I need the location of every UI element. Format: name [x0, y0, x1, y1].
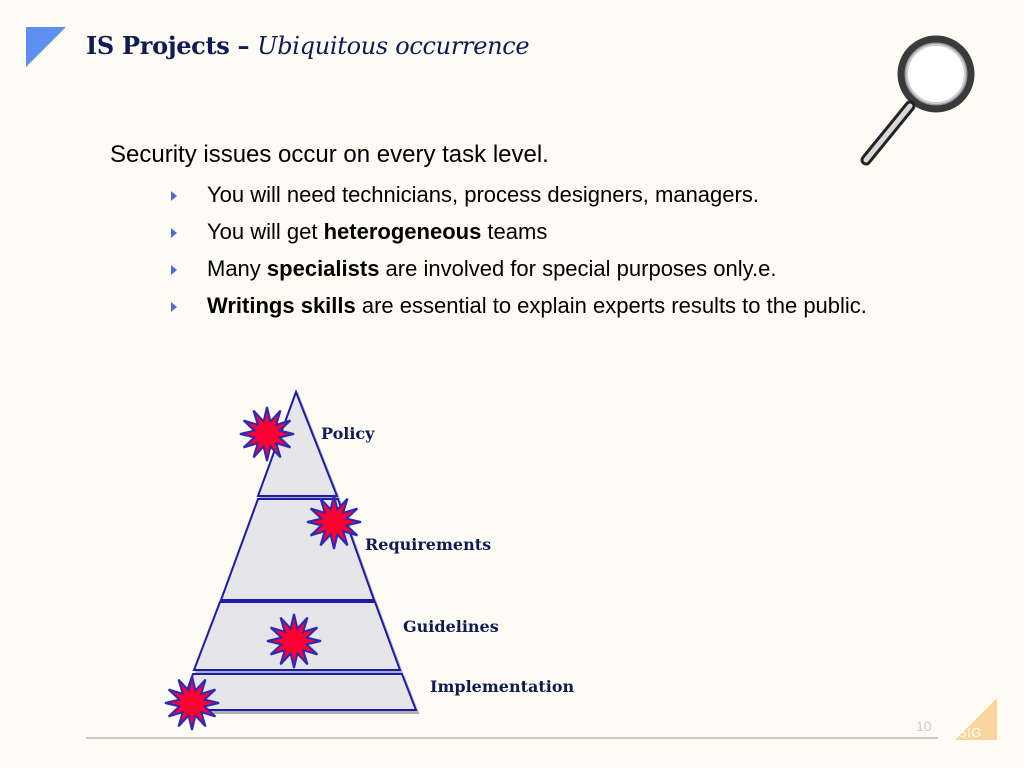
sub-bullet-text: are essential to explain experts results to the public.: [355, 293, 867, 318]
level-label-guidelines: Guidelines: [403, 617, 499, 636]
title-dash: –: [229, 31, 258, 60]
sub-bullet-text: You will get: [207, 219, 324, 244]
sub-bullet-text: teams: [481, 219, 548, 244]
footer-divider: [86, 737, 938, 739]
sub-bullet-text: are involved for special purposes only.e.: [379, 256, 777, 281]
title-subtitle: Ubiquitous occurrence: [257, 32, 530, 60]
sub-bullet-text: Many: [207, 256, 267, 281]
sub-bullet-bold: specialists: [266, 256, 380, 281]
main-bullet: Security issues occur on every task level.: [110, 141, 549, 168]
sub-bullet-text: You will need technicians, process designers, managers.: [207, 182, 759, 207]
logo-text: SIG: [958, 725, 982, 740]
title-main: IS Projects: [86, 31, 230, 60]
level-label-policy: Policy: [321, 424, 375, 443]
sub-bullet-bold: heterogeneous: [323, 219, 482, 244]
level-label-requirements: Requirements: [365, 535, 492, 554]
level-label-implementation: Implementation: [430, 677, 575, 696]
sub-bullet-bold: Writings skills: [207, 293, 356, 318]
page-number: 10: [916, 718, 932, 734]
